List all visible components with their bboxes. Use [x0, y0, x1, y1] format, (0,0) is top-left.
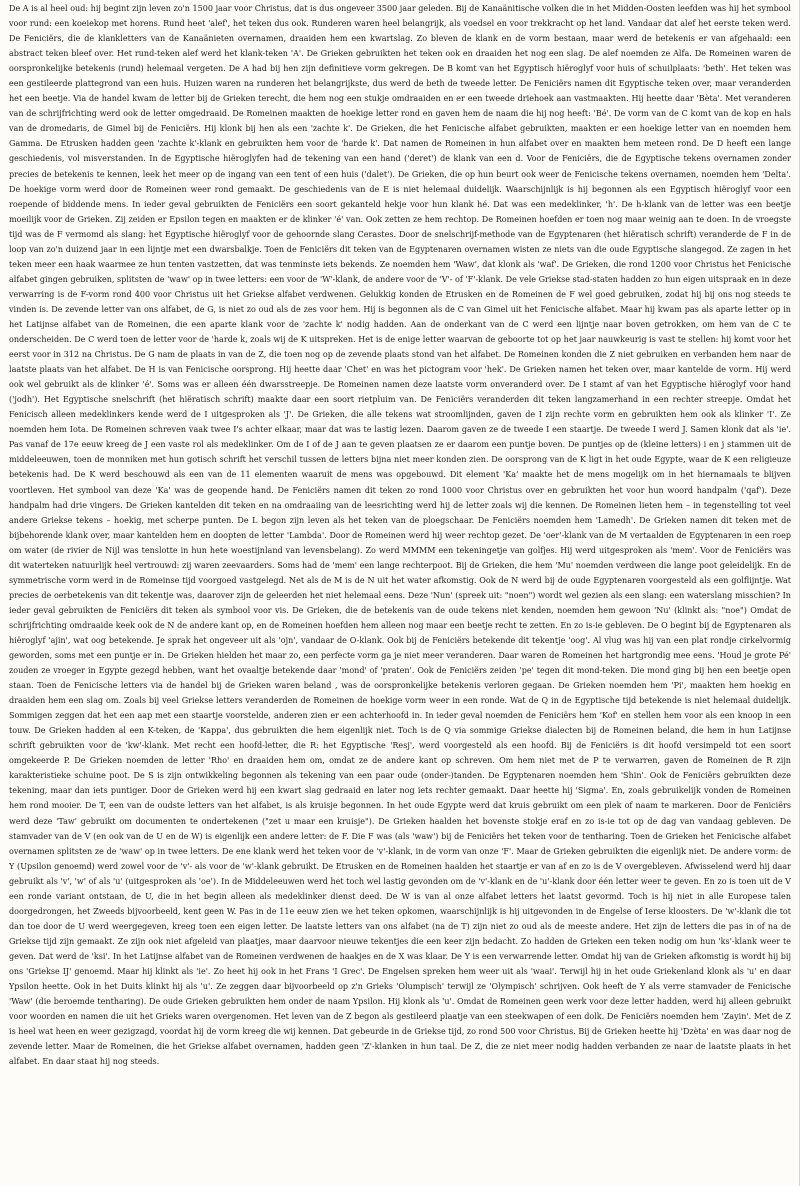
article-text-block: [9, 1, 791, 1181]
article-body-paragraph: De A is al heel oud: hij begint zijn leven zo'n 1500 jaar voor Christus, dat is dus ongeveer 3500 jaar geleden. Bij de Kanaänitische volken die in het Midden-Oosten leefden was hij het symbool voor rund: een koeiekop met horens. Rund heet 'alef', het teken dus ook. Runderen waren heel belangrijk, als voedsel en voor trekkracht op het land. Vandaar dat alef het eerste teken werd. De Feniciërs, die de klankletters van de Kanaänieten overnamen, draaiden hem een kwartslag. Zo bleven de klank en de vorm bestaan, maar werd de betekenis er van afgehaald: een abstract teken bleef over. Het rund-teken alef werd het klank-teken 'A'. De Grieken gebruikten het teken ook en draaiden het nog een slag. De alef noemden ze Alfa. De Romeinen waren de oorspronkelijke betekenis (rund) helemaal vergeten. De A had bij hen zijn definitieve vorm gekregen. De B komt van het Egyptisch hiëroglyf voor huis of schuilplaats: 'beth'. Het teken was een gestileerde plattegrond van een huis. Huizen waren na runderen het belangrijkste, dus werd de beth de tweede letter. De Feniciërs namen dit Egyptische teken over, maar veranderden het een beetje. Via de handel kwam de letter bij de Grieken terecht, die hem nog een stukje omdraaiden en er een tweede driehoek aan vastmaakten. Hij heette daar 'Bèta'. Met veranderen van de schrijfrichting werd ook de letter omgedraaid. De Romeinen maakten de hoekige letter rond en gaven hem de naam die hij nog heeft: 'Bé'. De vorm van de C komt van de kop en hals van de dromedaris, de Gimel bij de Feniciërs. Hij klonk bij hen als een 'zachte k'. De Grieken, die het Fenicische alfabet gebruikten, maakten er een hoekige letter van en noemden hem Gamma. De Etrusken hadden geen 'zachte k'-klank en gebruikten hem voor de 'harde k'. Dat namen de Romeinen in hun alfabet over en maakten hem meteen rond. De D heeft een lange geschiedenis, vol misverstanden. In de Egyptische hiëroglyfen had de tekening van een hand ('deret') de klank van een d. Voor de Feniciërs, die de Egyptische tekens overnamen zonder precies de betekenis te kennen, leek het meer op de ingang van een tent of een huis ('dalet'). De Grieken, die op hun beurt ook weer de Fenicische tekens overnamen, noemden hem 'Delta'. De hoekige vorm werd door de Romeinen weer rond gemaakt. De geschiedenis van de E is niet helemaal duidelijk. Waarschijnlijk is hij begonnen als een Egyptisch hiëroglyf voor een roepende of biddende mens. In ieder geval gebruikten de Feniciërs een soort gekanteld hekje voor hun klank hé. Dat was een medeklinker, 'h'. De h-klank van de letter was een beetje moeilijk voor de Grieken. Zij zeiden er Epsilon tegen en maakten er de klinker 'é' van. Ook zetten ze hem rechtop. De Romeinen hoefden er toen nog maar weinig aan te doen. In de vroegste tijd was de F vermomd als slang: het Egyptische hiëroglyf voor de gehoornde slang Cerastes. Door de snelschrijf-methode van de Egyptenaren (het hiëratisch schrift) veranderde de F in de loop van zo'n duizend jaar in een lijntje met een dwarsbalkje. Toen de Feniciërs dit teken van de Egyptenaren overnamen wisten ze niets van die oude Egyptische slangegod. Ze zagen in het teken meer een haak waarmee ze hun tenten vastzetten, dat was tenminste iets bekends. Ze noemden hem 'Waw', dat klonk als 'waf'. De Grieken, die rond 1200 voor Christus het Fenicische alfabet gingen gebruiken, splitsten de 'waw' op in twee letters: een voor de 'W'-klank, de andere voor de 'V'- of 'F'-klank. De vele Griekse stad-staten hadden zo hun eigen uitspraak en in deze verwarring is de F-vorm rond 400 voor Christus uit het Griekse alfabet verdwenen. Gelukkig konden de Etrusken en de Romeinen de F wel goed gebruiken, zodat hij bij ons nog steeds te vinden is. De zevende letter van ons alfabet, de G, is niet zo oud als de zes voor hem. Hij is begonnen als de C van Gimel uit het Fenicische alfabet. Maar hij kwam pas als aparte letter op in het Latijnse alfabet van de Romeinen, die een aparte klank voor de 'zachte k' nodig hadden. Aan de onderkant van de C werd een lijntje naar boven getrokken, om hem van de C te onderscheiden. De C werd toen de letter voor de 'harde k, zoals wij de K uitspreken. Het is de enige letter waarvan de geboorte tot op het jaar nauwkeurig is vast te stellen: hij komt voor het eerst voor in 312 na Christus. De G nam de plaats in van de Z, die toen nog op de zevende plaats stond van het alfabet. De Romeinen konden die Z niet gebruiken en verbanden hem naar de laatste plaats van het alfabet. De H is van Fenicische oorsprong. Hij heette daar 'Chet' en was het pictogram voor 'hek'. De Grieken namen het teken over, maar kantelde de vorm. Hij werd ook wel gebruikt als de klinker 'é'. Soms was er alleen één dwarsstreepje. De Romeinen namen deze laatste vorm onveranderd over. De I stamt af van het Egyptische hiëroglyf voor hand ('jodh'). Het Egyptische snelschrift (het hiëratisch schrift) maakte daar een soort rietpluim van. De Feniciërs veranderden dit teken langzamerhand in een rechter streepje. Omdat het Fenicisch alleen medeklinkers kende werd de I uitgesproken als 'J'. De Grieken, die alle tekens wat stroomlijnden, gaven de I zijn rechte vorm en gebruikten hem ook als klinker 'I'. Ze noemden hem Iota. De Romeinen schreven vaak twee I's achter elkaar, maar dat was te lastig lezen. Daarom gaven ze de tweede I een staartje. De tweede I werd J. Samen klonk dat als 'ie'. Pas vanaf de 17e eeuw kreeg de J een vaste rol als medeklinker. Om de I of de J aan te geven plaatsen ze er daarom een puntje boven. De puntjes op de (kleine letters) i en j stammen uit de middeleeuwen, toen de monniken met hun gotisch schrift het verschil tussen de letters bijna niet meer konden zien. De oorsprong van de K ligt in het oude Egypte, waar de K een religieuze betekenis had. De K werd beschouwd als een van de 11 elementen waaruit de mens was opgebouwd. Dit element 'Ka' maakte het de mens mogelijk om in het hiernamaals te blijven voortleven. Het symbool van deze 'Ka' was de geopende hand. De Feniciërs namen dit teken zo rond 1000 voor Christus over en gebruikten het voor hun woord handpalm ('qaf'). Deze handpalm had drie vingers. De Grieken kantelden dit teken en na omdraaiing van de leesrichting werd hij de letter zoals wij die kennen. De Romeinen lieten hem – in tegenstelling tot veel andere Griekse tekens – hoekig, met scherpe punten. De L begon zijn leven als het teken van de ploegschaar. De Feniciërs noemden hem 'Lamedh'. De Grieken namen dit teken met de bijbehorende klank over, maar kantelden hem en doopten de letter 'Lambda'. Door de Romeinen werd hij weer rechtop gezet. De 'oer'-klank van de M vertaalden de Egyptenaren in een roep om water (de rivier de Nijl was tenslotte in hun hete woestijnland van levensbelang). Zo werd MMMM een tekeningetje van golfjes. Hij werd uitgesproken als 'mem'. Voor de Feniciërs was dit waterteken natuurlijk heel vertrouwd: zij waren zeevaarders. Soms had de 'mem' een lange rechterpoot. Bij de Grieken, die hem 'Mu' noemden verdween die lange poot geleidelijk. En de symmetrische vorm werd in de Romeinse tijd voorgoed vastgelegd. Net als de M is de N uit het water afkomstig. Ook de N werd bij de oude Egyptenaren voorgesteld als een golflijntje. Wat precies de oerbetekenis van dit tekentje was, daarover zijn de geleerden het niet helemaal eens. Deze 'Nun' (spreek uit: "noen") wordt wel gezien als een slang: een waterslang misschien? In ieder geval gebruikten de Feniciërs dit teken als symbool voor vis. De Grieken, die de betekenis van de oude tekens niet kenden, noemden hem gewoon 'Nu' (klinkt als: "noe") Omdat de schrijfrichting omdraaide keek ook de N de andere kant op, en de Romeinen hoefden hem alleen nog maar een beetje recht te zetten. En zo is-ie gebleven. De O begint bij de Egyptenaren als hiëroglyf 'ajin', wat oog betekende. Je sprak het ongeveer uit als 'ojn', vandaar de O-klank. Ook bij de Feniciërs betekende dit tekentje 'oog'. Al vlug was hij van een plat rondje cirkelvormig geworden, soms met een puntje er in. De Grieken hielden het maar zo, een perfecte vorm ga je niet meer veranderen. Daar waren de Romeinen het hartgrondig mee eens. 'Houd je grote Pé' zouden ze vroeger in Egypte gezegd hebben, want het ovaaltje betekende daar 'mond' of 'praten'. Ook de Feniciërs zeiden 'pe' tegen dit mond-teken. Die mond ging bij hen een beetje open staan. Toen de Fenicische letters via de handel bij de Grieken waren beland , was de oorspronkelijke betekenis verloren gegaan. De Grieken noemden hem 'Pi', maakten hem hoekig en draaiden hem een slag om. Zoals bij veel Griekse letters veranderden de Romeinen de hoekige vorm weer in een ronde. Wat de Q in de Egyptische tijd betekende is niet helemaal duidelijk. Sommigen zeggen dat het een aap met een staartje voorstelde, anderen zien er een achterhoofd in. In ieder geval noemden de Feniciërs hem 'Kof' en stellen hem voor als een knoop in een touw. De Grieken hadden al een K-teken, de 'Kappa', dus gebruikten die hem eigenlijk niet. Toch is de Q via sommige Griekse dialecten bij de Romeinen beland, die hem in hun Latijnse schrift gebruikten voor de 'kw'-klank. Met recht een hoofd-letter, die R: het Egyptische 'Resj', werd voorgesteld als een hoofd. Bij de Feniciërs is dit hoofd versimpeld tot een soort omgekeerde P. De Grieken noemden de letter 'Rho' en draaiden hem om, omdat ze de andere kant op schreven. Om hem niet met de P te verwarren, gaven de Romeinen de R zijn karakteristieke schuine poot. De S is zijn ontwikkeling begonnen als tekening van een paar oude (onder-)tanden. De Egyptenaren noemden hem 'Shin'. Ook de Feniciërs gebruikten deze tekening, maar dan iets puntiger. Door de Grieken werd hij een kwart slag gedraaid en later nog iets rechter gemaakt. Daar heette hij 'Sigma'. En, zoals gebruikelijk vonden de Romeinen hem rond mooier. De T, een van de oudste letters van het alfabet, is als kruisje begonnen. In het oude Egypte werd dat kruis gebruikt om een plek of naam te markeren. Door de Feniciërs werd deze 'Taw' gebruikt om documenten te ondertekenen ("zet u maar een kruisje"). De Grieken haalden het bovenste stokje eraf en zo is-ie tot op de dag van vandaag gebleven. De stamvader van de V (en ook van de U en de W) is eigenlijk een andere letter: de F. Die F was (als 'waw') bij de Feniciërs het teken voor de tentharing. Toen de Grieken het Fenicische alfabet overnamen splitsten ze de 'waw' op in twee letters. De ene klank werd het teken voor de 'v'-klank, in de vorm van onze 'F'. Maar de Grieken gebruikten die eigenlijk niet. De andere vorm: de Y (Upsilon genoemd) werd zowel voor de 'v'- als voor de 'w'-klank gebruikt. De Etrusken en de Romeinen haalden het staartje er van af en zo is de V overgebleven. Afwisselend werd hij daar gebruikt als 'v', 'w' of als 'u' (uitgesproken als 'oe'). In de Middeleeuwen werd het toch wel lastig gevonden om de 'v'-klank en de 'u'-klank door één letter weer te geven. En zo is toen uit de V een ronde variant ontstaan, de U, die in het begin alleen als medeklinker dienst deed. De W is van al onze alfabet letters het laatst gevormd. Toch is hij niet in alle Europese talen doorgedrongen, het Zweeds bijvoorbeeld, kent geen W. Pas in de 11e eeuw zien we het teken opkomen, waarschijnlijk is hij uitgevonden in de Engelse of Ierse kloosters. De 'w'-klank die tot dan toe door de U werd weergegeven, kreeg toen een eigen letter. De laatste letters van ons alfabet (na de T) zijn niet zo oud als de meeste andere. Het zijn de letters die pas in of na de Griekse tijd zijn gemaakt. Ze zijn ook niet afgeleid van plaatjes, maar daarvoor nieuwe tekentjes die een keer zijn bedacht. Zo hadden de Grieken een teken nodig om hun 'ks'-klank weer te geven. Dat werd de 'ksi'. In het Latijnse alfabet van de Romeinen verdwenen de haakjes en de X was klaar. De Y is een verwarrende letter. Omdat hij van de Grieken afkomstig is wordt hij bij ons 'Griekse IJ' genoemd. Maar hij klinkt als 'ie'. Zo heet hij ook in het Frans 'I Grec'. De Engelsen spreken hem weer uit als 'waai'. Terwijl hij in het oude Griekenland klonk als 'u' en daar Ypsilon heette. Ook in het Duits klinkt hij als 'u'. Ze zeggen daar bijvoorbeeld op z'n Grieks 'Olumpisch' terwijl ze 'Olympisch' schrijven. Ook heeft de Y als verre stamvader de Fenicische 'Waw' (die beroemde tentharing). De oude Grieken gebruikten hem onder de naam Ypsilon. Hij klonk als 'u'. Omdat de Romeinen geen werk voor deze letter hadden, werd hij alleen gebruikt voor woorden en namen die uit het Grieks waren overgenomen. Het leven van de Z begon als gestileerd plaatje van een steekwapen of een dolk. De Feniciërs noemden hem 'Zayin'. Met de Z is heel wat heen en weer gezigzagd, voordat hij de vorm kreeg die wij kennen. Dat gebeurde in de Griekse tijd, zo rond 500 voor Christus. Bij de Grieken heette hij 'Dzèta' en was daar nog de zevende letter. Maar de Romeinen, die het Griekse alfabet overnamen, hadden geen 'Z'-klanken in hun taal. De Z, die ze niet meer nodig hadden verbanden ze naar de laatste plaats in het alfabet. En daar staat hij nog steeds.: [9, 4, 791, 1067]
